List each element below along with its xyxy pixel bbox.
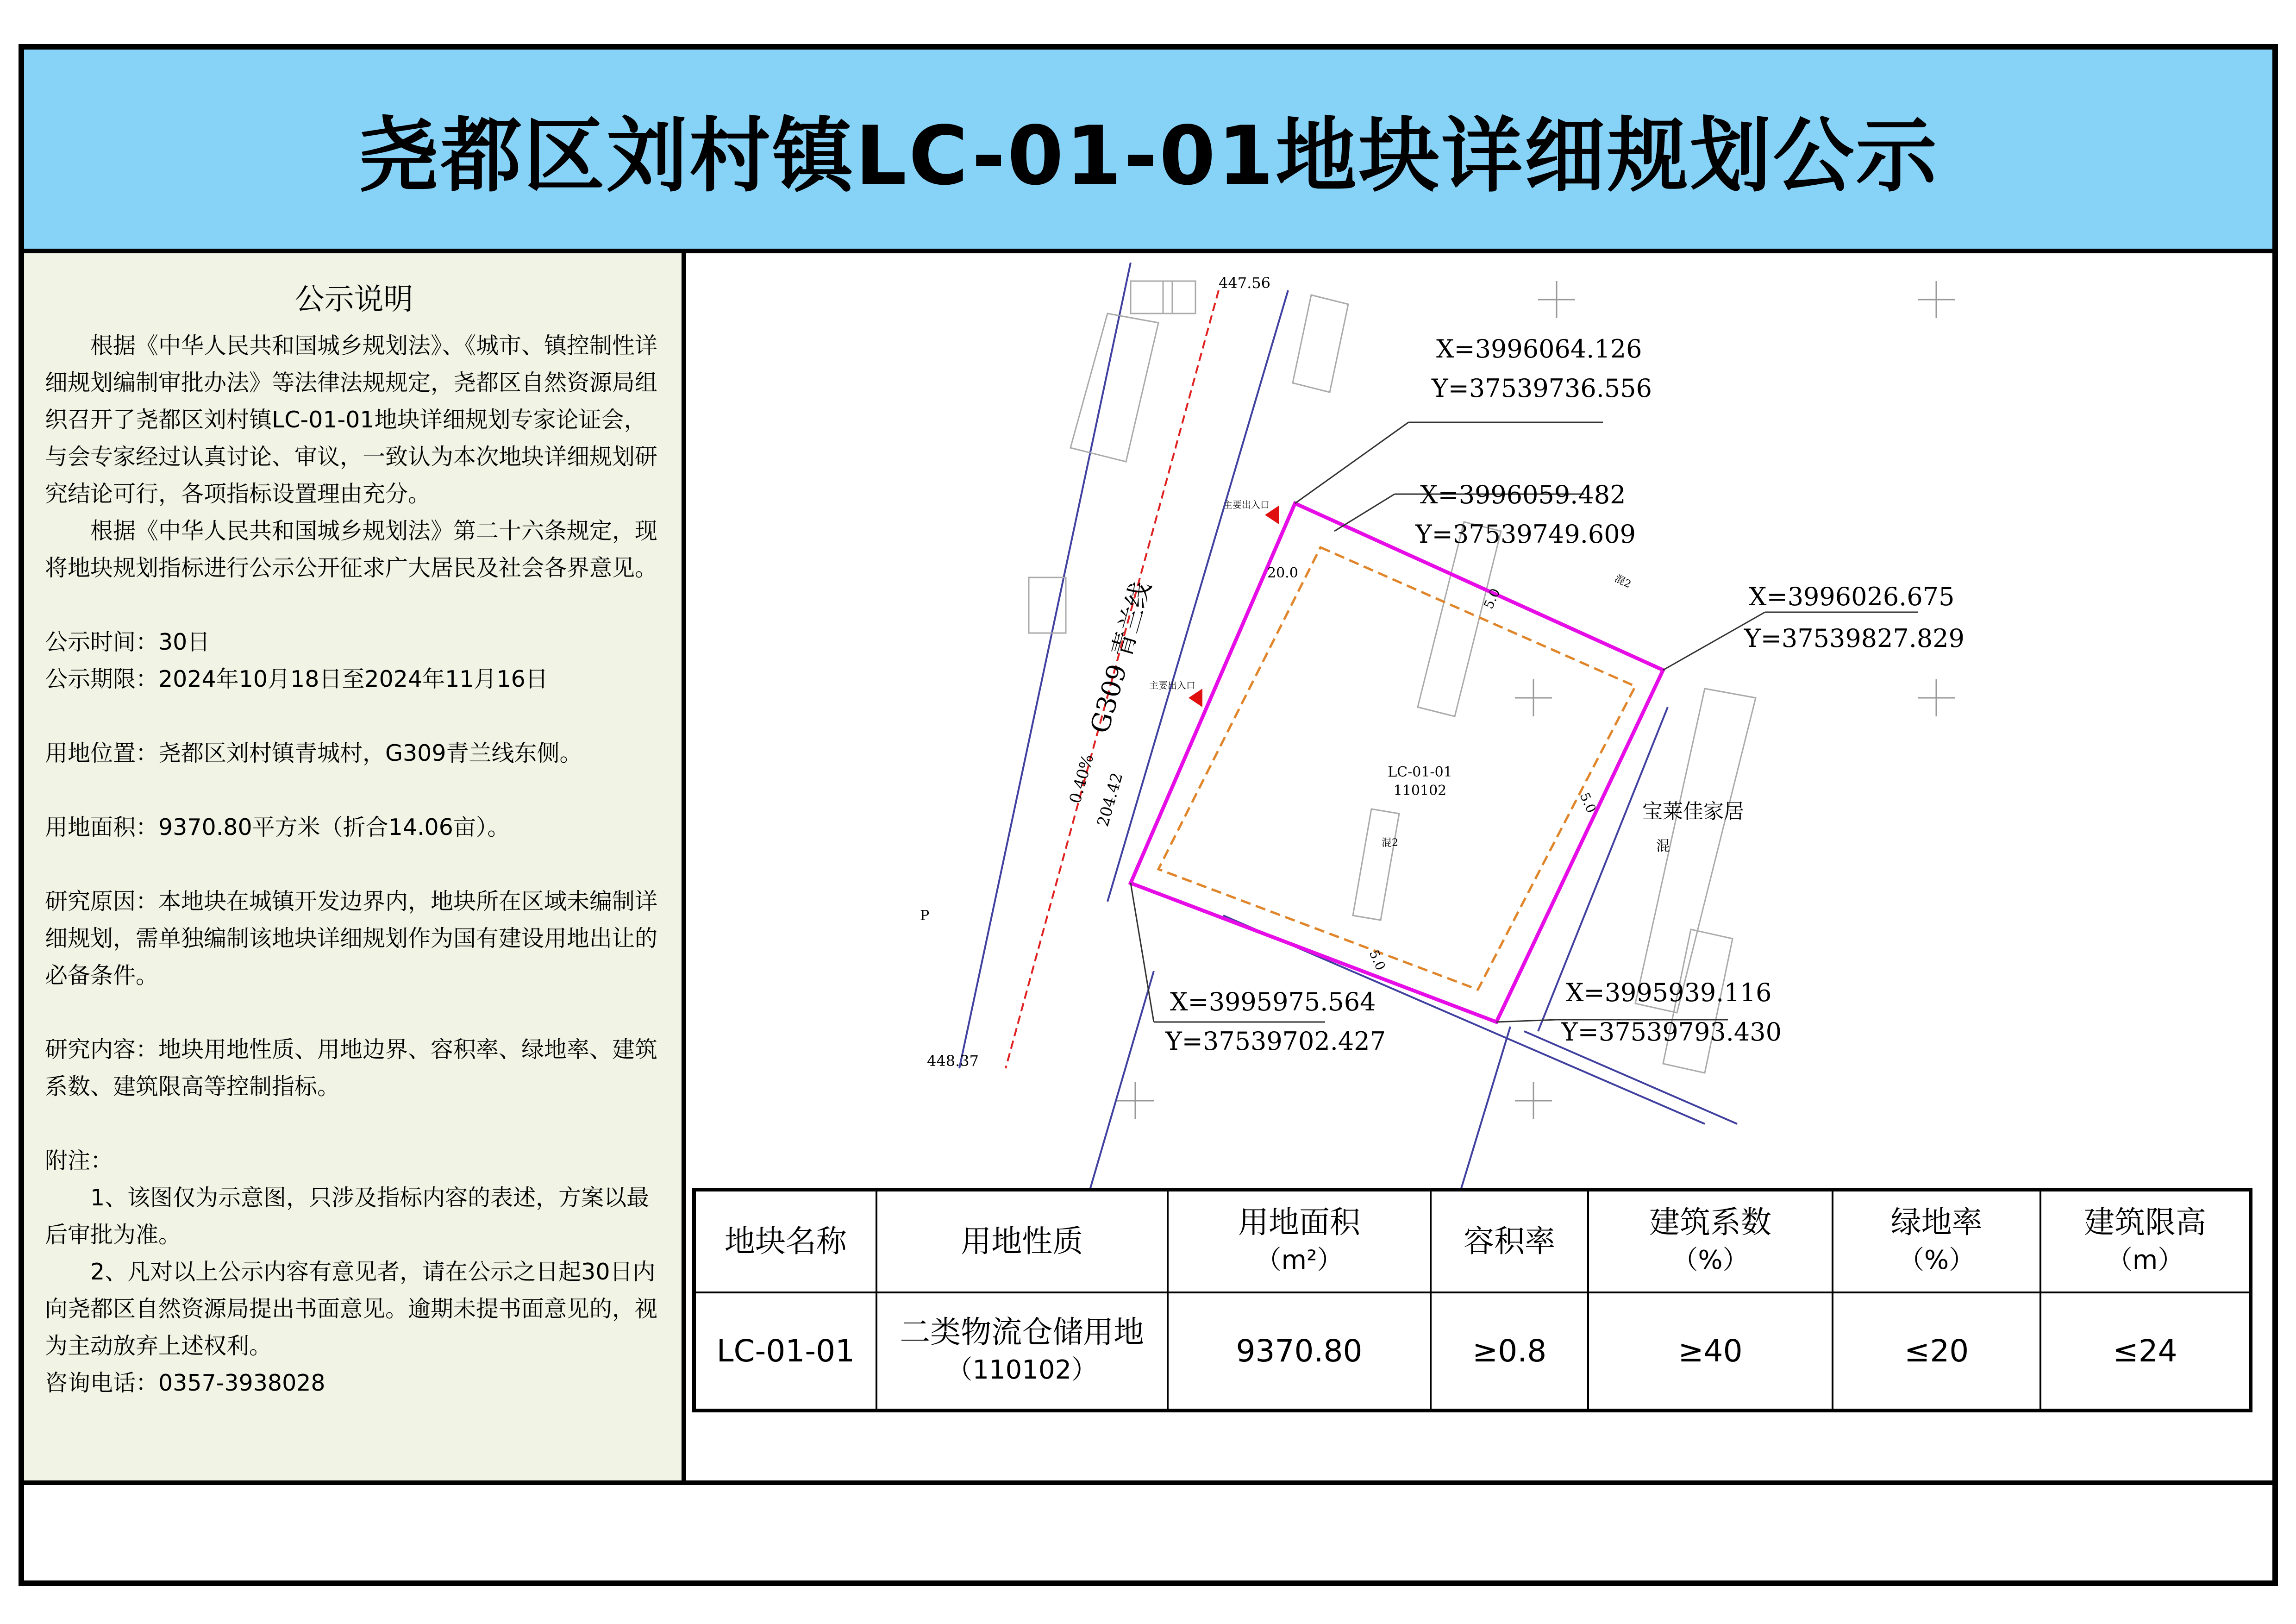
road-length-label: 204.42 — [1094, 771, 1127, 829]
coord-2-x: X=3996059.482 — [1420, 480, 1626, 509]
header-far: 容积率 — [1431, 1190, 1588, 1292]
notice-content: 研究内容：地块用地性质、用地边界、容积率、绿地率、建筑系数、建筑限高等控制指标。 — [45, 1036, 658, 1100]
road-name-label: G309 青兰线 — [1084, 578, 1157, 737]
coord-5-y: Y=37539793.430 — [1561, 1017, 1782, 1047]
notice-phone: 咨询电话：0357-3938028 — [45, 1370, 325, 1396]
entrance-label-north: 主要出入口 — [1223, 499, 1270, 510]
title-bar — [24, 50, 2272, 253]
cell-parcel-name: LC-01-01 — [694, 1292, 876, 1411]
notes-heading: 附注： — [45, 1147, 113, 1174]
cell-building-coverage: ≥40 — [1588, 1292, 1833, 1411]
coord-1-y: Y=37539736.556 — [1432, 374, 1652, 403]
notice-paragraph-2: 根据《中华人民共和国城乡规划法》第二十六条规定，现将地块规划指标进行公示公开征求广大居民及社会各界意见。 — [45, 518, 658, 581]
setback-east-label: 5.0 — [1481, 586, 1503, 611]
road-edges — [959, 263, 1737, 1233]
building-label-east: 混2 — [1613, 573, 1633, 591]
elevation-north-label: 447.56 — [1219, 274, 1270, 292]
coord-3-y: Y=37539827.829 — [1744, 624, 1964, 653]
setback-west-label: 5.0 — [1366, 947, 1389, 973]
neighbor-name-label: 宝莱佳家居 — [1642, 800, 1744, 823]
notice-paragraph-1: 根据《中华人民共和国城乡规划法》、《城市、镇控制性详细规划编制审批办法》等法律法规规定，尧都区自然资源局组织召开了尧都区刘村镇LC-01-01地块详细规划专家论证会，与会专家经过认真讨论、审议，一致认为本次地块详细规划研究结论可行，各项指标设置理由充分。 — [45, 332, 658, 507]
notice-area: 用地面积：9370.80平方米（折合14.06亩）。 — [45, 814, 510, 840]
elevation-south-label: 448.37 — [927, 1052, 979, 1070]
cell-far: ≥0.8 — [1431, 1292, 1588, 1411]
site-plan-svg — [686, 253, 2272, 1233]
cell-land-area: 9370.80 — [1168, 1292, 1431, 1411]
neighbor-type-label: 混 — [1656, 838, 1670, 854]
notice-panel — [24, 253, 686, 1480]
notice-location: 用地位置：尧都区刘村镇青城村，G309青兰线东侧。 — [45, 740, 582, 766]
note-1: 1、该图仅为示意图，只涉及指标内容的表述，方案以最后审批为准。 — [45, 1185, 650, 1248]
header-height-limit: 建筑限高 （m） — [2040, 1190, 2251, 1292]
note-2: 2、凡对以上公示内容有意见者，请在公示之日起30日内向尧都区自然资源局提出书面意见。逾期未提书面意见的，视为主动放弃上述权利。 — [45, 1259, 658, 1359]
notice-heading: 公示说明 — [294, 282, 413, 317]
map-marker-p: P — [920, 908, 930, 924]
entrance-marker-south — [1189, 689, 1202, 707]
cell-height-limit: ≤24 — [2040, 1292, 2251, 1411]
footer-bar — [24, 1480, 2272, 1580]
parcel-landuse-code-label: 110102 — [1393, 783, 1447, 799]
planning-indicator-table — [692, 1188, 2252, 1412]
notice-duration: 公示时间：30日 — [45, 629, 210, 655]
setback-north-label: 20.0 — [1267, 565, 1298, 581]
parcel-code-label: LC-01-01 — [1388, 764, 1452, 780]
parcel-labels — [1382, 573, 1744, 854]
header-land-area: 用地面积 （m²） — [1168, 1190, 1431, 1292]
coord-1-x: X=3996064.126 — [1436, 334, 1642, 364]
page-title: 尧都区刘村镇LC-01-01地块详细规划公示 — [357, 109, 1939, 203]
coordinate-labels — [1165, 334, 1964, 1056]
header-building-coverage: 建筑系数 （%） — [1588, 1190, 1833, 1292]
header-green-ratio: 绿地率 （%） — [1833, 1190, 2040, 1292]
coordinate-leaders — [1131, 422, 1918, 1022]
notice-reason: 研究原因：本地块在城镇开发边界内，地块所在区域未编制详细规划，需单独编制该地块详细规划作为国有建设用地出让的必备条件。 — [45, 888, 658, 989]
table-header-row — [694, 1190, 2251, 1292]
coord-5-x: X=3995939.116 — [1566, 978, 1772, 1007]
header-parcel-name: 地块名称 — [694, 1190, 876, 1292]
building-label-west: 混2 — [1382, 837, 1398, 849]
notice-period: 公示期限：2024年10月18日至2024年11月16日 — [45, 666, 548, 692]
coord-4-x: X=3995975.564 — [1170, 987, 1376, 1016]
entrance-label-south: 主要出入口 — [1149, 680, 1195, 691]
coord-4-y: Y=37539702.427 — [1165, 1027, 1386, 1056]
cell-green-ratio: ≤20 — [1833, 1292, 2040, 1411]
road-slope-label: 0.40% — [1066, 752, 1098, 806]
table-row — [694, 1292, 2251, 1411]
coord-3-x: X=3996026.675 — [1749, 582, 1955, 611]
header-land-use: 用地性质 — [876, 1190, 1168, 1292]
cell-land-use: 二类物流仓储用地 （110102） — [876, 1292, 1168, 1411]
coord-2-y: Y=37539749.609 — [1415, 520, 1636, 549]
setback-south-label: 5.0 — [1577, 790, 1599, 815]
